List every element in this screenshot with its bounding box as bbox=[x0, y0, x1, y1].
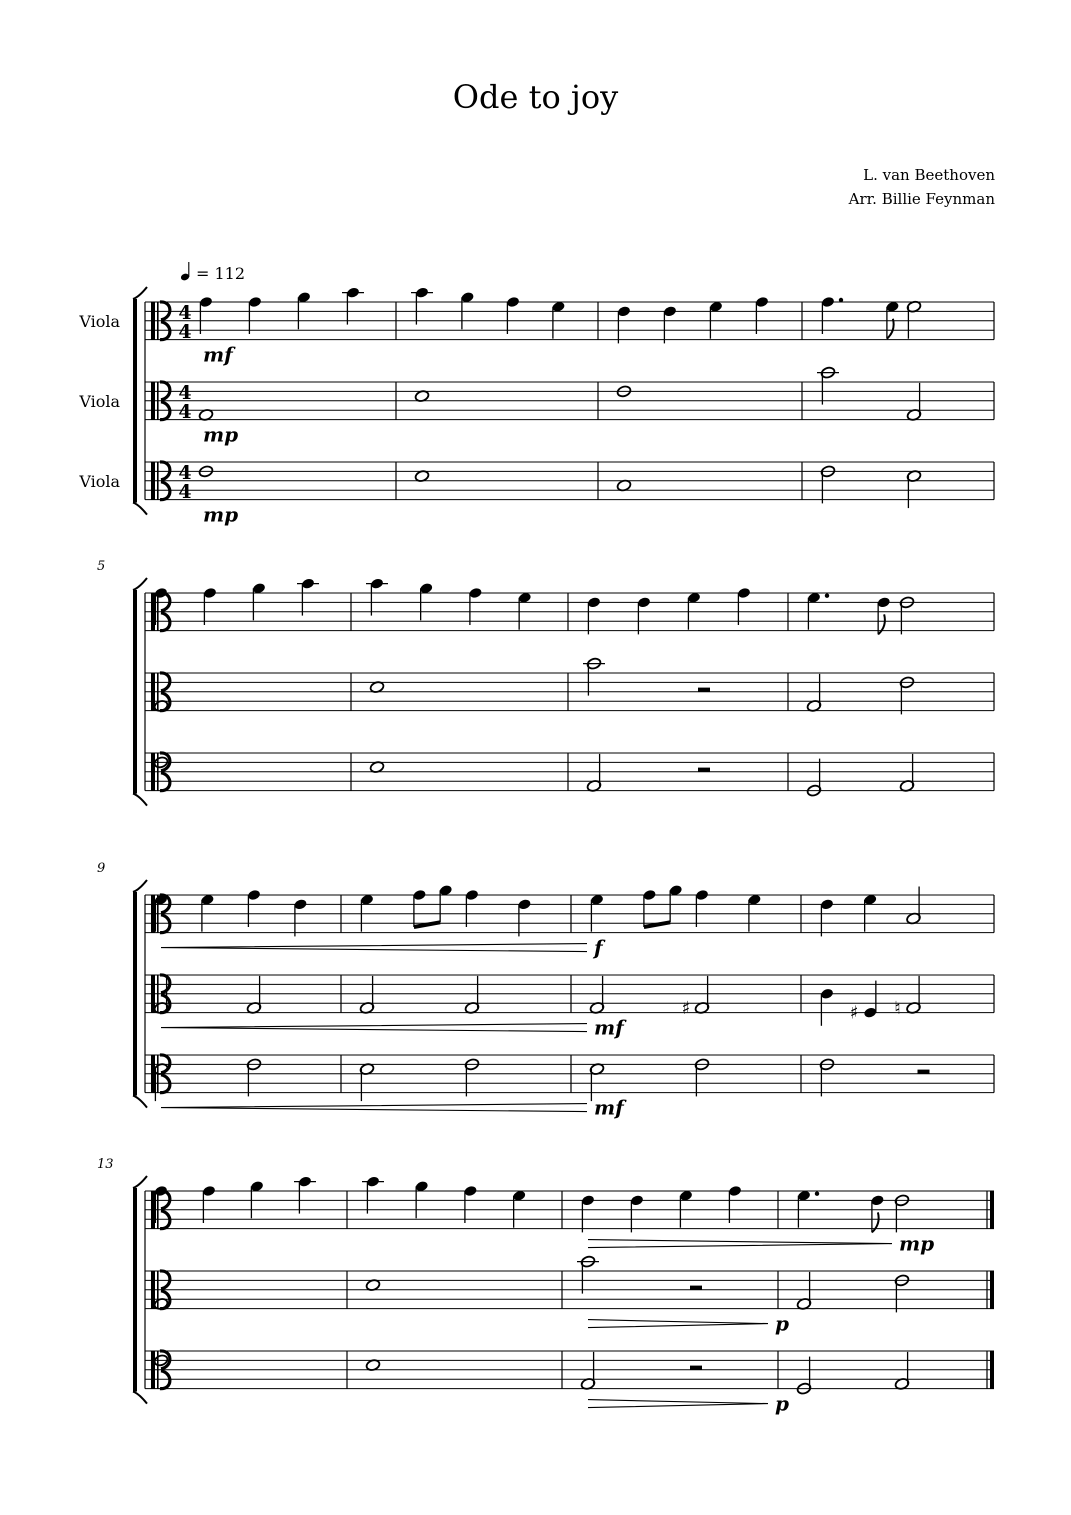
system-bracket bbox=[133, 1188, 137, 1392]
diminuendo-hairpin bbox=[588, 1320, 768, 1328]
bracket-top bbox=[133, 1176, 147, 1188]
natural-accidental-icon: ♮ bbox=[894, 997, 901, 1019]
dynamic-marking: f bbox=[594, 935, 603, 960]
augmentation-dot bbox=[825, 594, 829, 598]
dynamic-marking: p bbox=[775, 1391, 789, 1416]
augmentation-dot bbox=[815, 1192, 819, 1196]
final-barline bbox=[990, 1351, 994, 1389]
system-bracket bbox=[133, 590, 137, 794]
instrument-name: Viola bbox=[79, 471, 120, 491]
diminuendo-hairpin bbox=[588, 1240, 892, 1248]
instrument-name: Viola bbox=[79, 391, 120, 411]
measure-number: 5 bbox=[97, 559, 106, 574]
time-signature-top: 4 bbox=[178, 462, 192, 484]
diminuendo-hairpin bbox=[588, 1400, 768, 1408]
time-signature-bottom: 4 bbox=[178, 401, 192, 423]
bracket-bottom bbox=[133, 794, 147, 806]
eighth-flag bbox=[872, 1212, 879, 1232]
dynamic-marking: mp bbox=[899, 1231, 935, 1256]
composer-credit: L. van Beethoven bbox=[863, 166, 995, 184]
eighth-flag bbox=[878, 614, 885, 634]
augmentation-dot bbox=[839, 298, 843, 302]
half-rest bbox=[698, 688, 710, 692]
time-signature-top: 4 bbox=[178, 382, 192, 404]
time-signature-top: 4 bbox=[178, 302, 192, 324]
system-bracket bbox=[133, 299, 137, 503]
arranger-credit: Arr. Billie Feynman bbox=[848, 190, 995, 208]
half-rest bbox=[918, 1070, 930, 1074]
time-signature-bottom: 4 bbox=[178, 481, 192, 503]
final-barline bbox=[990, 1191, 994, 1229]
half-rest bbox=[690, 1286, 702, 1290]
sharp-accidental-icon: ♯ bbox=[849, 1002, 859, 1024]
final-barline bbox=[990, 1271, 994, 1309]
half-rest bbox=[698, 768, 710, 772]
tempo-marking bbox=[180, 262, 190, 281]
time-signature-bottom: 4 bbox=[178, 321, 192, 343]
sharp-accidental-icon: ♯ bbox=[681, 997, 691, 1019]
bracket-top bbox=[133, 287, 147, 299]
dynamic-marking: p bbox=[775, 1311, 789, 1336]
bracket-bottom bbox=[133, 1392, 147, 1404]
crescendo-hairpin bbox=[161, 1024, 587, 1032]
dynamic-marking: mp bbox=[203, 502, 239, 527]
dynamic-marking: mp bbox=[203, 422, 239, 447]
eighth-flag bbox=[887, 319, 894, 339]
crescendo-hairpin bbox=[161, 944, 587, 952]
crescendo-hairpin bbox=[161, 1104, 587, 1112]
half-rest bbox=[690, 1366, 702, 1370]
dynamic-marking: mf bbox=[594, 1015, 624, 1040]
tempo-value: = 112 bbox=[196, 264, 246, 283]
dynamic-marking: mf bbox=[203, 342, 233, 367]
dynamic-marking: mf bbox=[594, 1095, 624, 1120]
bracket-bottom bbox=[133, 503, 147, 515]
instrument-name: Viola bbox=[79, 311, 120, 331]
measure-number: 9 bbox=[97, 861, 106, 876]
measure-number: 13 bbox=[97, 1157, 114, 1172]
bracket-bottom bbox=[133, 1096, 147, 1108]
score-title: Ode to joy bbox=[452, 78, 619, 116]
bracket-top bbox=[133, 880, 147, 892]
system-bracket bbox=[133, 892, 137, 1096]
bracket-top bbox=[133, 578, 147, 590]
